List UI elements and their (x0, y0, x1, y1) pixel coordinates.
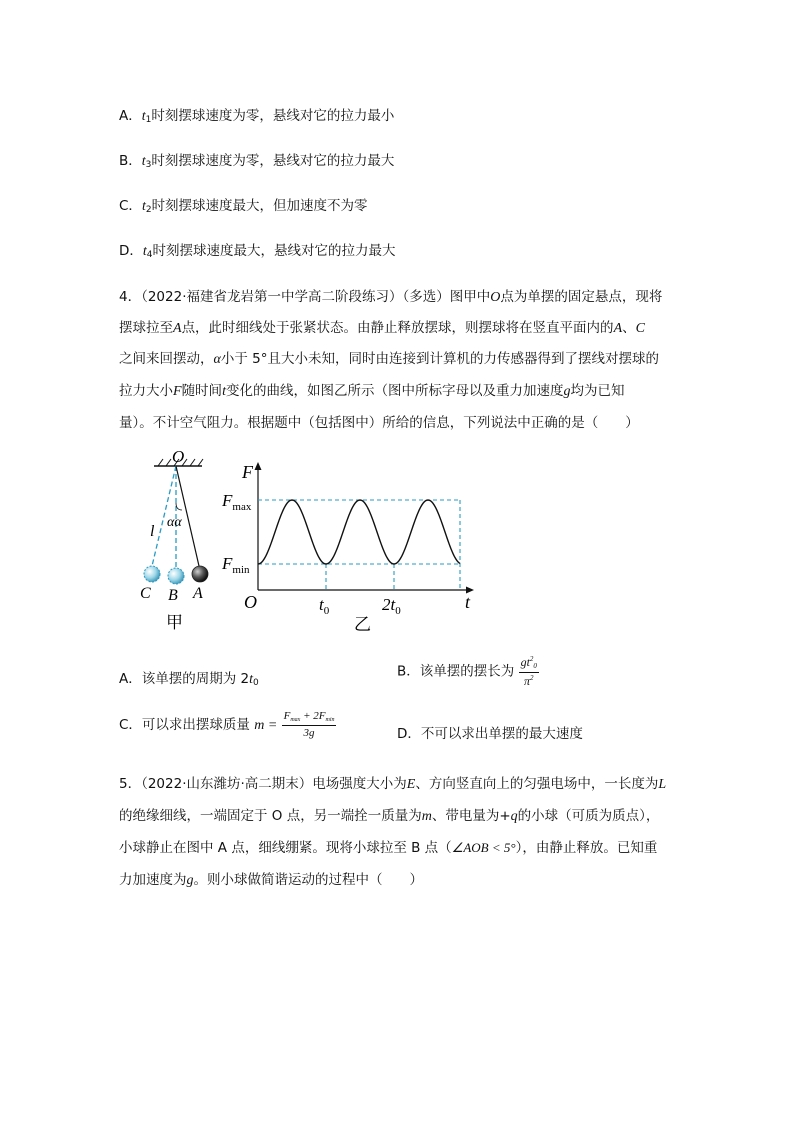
caption-yi: 乙 (354, 615, 371, 635)
graph-label-t0: $t_0$ (319, 595, 330, 617)
force-time-graph (221, 462, 474, 635)
y-axis-arrow (255, 462, 262, 470)
q4-figure (130, 448, 490, 638)
ball-b (168, 568, 184, 584)
q5-stem-line-3: 小球静止在图中 A 点，细线绷紧。现将小球拉至 B 点（∠AOB < 5°），由静止释放。已知重 (119, 840, 658, 856)
graph-label-origin: O (244, 592, 257, 612)
q5-stem-line-2: 的绝缘细线，一端固定于 O 点，另一端拴一质量为m、带电量为+q的小球（可质为质点）， (119, 808, 660, 824)
label-l: l (150, 523, 155, 540)
q4-stem-line-1: 4．（2022·福建省龙岩第一中学高二阶段练习）（多选）图甲中O点为单摆的固定悬点，现将 (119, 289, 663, 305)
q4-option-c: C．可以求出摆球质量 m = $\frac{F_{max} + 2F_{min}}{3g}$ (119, 710, 335, 739)
option-letter: C． (119, 198, 142, 214)
option-letter: D． (119, 243, 143, 259)
graph-label-t: t (465, 592, 471, 612)
label-o: O (172, 448, 185, 466)
pendulum-diagram (140, 448, 208, 633)
label-b: B (168, 587, 178, 604)
q4-stem-line-2: 摆球拉至A点，此时细线处于张紧状态。由静止释放摆球，则摆球将在竖直平面内的A、C (119, 320, 645, 336)
option-letter: B． (119, 153, 142, 169)
q4-option-b: B．该单摆的摆长为 $\frac{gt^2_0}{\pi^2}$ (397, 655, 537, 688)
q4-stem-line-4: 拉力大小F随时间t变化的曲线，如图乙所示（图中所标字母以及重力加速度g均为已知 (119, 383, 625, 399)
q4-stem-line-5: 量）。不计空气阻力。根据题中（包括图中）所给的信息，下列说法中正确的是（ ） (119, 415, 639, 431)
pendulum-length-fraction: $\frac{gt^2_0}{\pi^2}$ (520, 655, 537, 688)
graph-label-2t0: $2t_0$ (382, 595, 401, 617)
graph-label-fmin: $F_{min}$ (222, 554, 250, 576)
q3-option-b: B．$t_3$时刻摆球速度为零，悬线对它的拉力最大 (119, 153, 395, 170)
graph-label-fmax: $F_{max}$ (222, 491, 252, 513)
angle-arc (176, 503, 182, 510)
caption-jia: 甲 (166, 613, 183, 633)
option-letter: A． (119, 108, 142, 124)
q5-stem-line-4: 力加速度为g。则小球做简谐运动的过程中（ ） (119, 872, 423, 888)
label-a: A (193, 585, 203, 602)
ball-a (192, 566, 208, 582)
q5-stem-line-1: 5．（2022·山东潍坊·高二期末）电场强度大小为E、方向竖直向上的匀强电场中，一长度为L (119, 776, 667, 792)
label-alpha: αα (167, 515, 182, 530)
q4-option-a: A．该单摆的周期为 $2t_0$ (119, 671, 259, 688)
mass-fraction: $\frac{F_{max} + 2F_{min}}{3g}$ (283, 710, 335, 739)
q3-option-d: D．$t_4$时刻摆球速度最大，悬线对它的拉力最大 (119, 243, 396, 260)
q4-stem-line-3: 之间来回摆动，α小于 5°且大小未知，同时由连接到计算机的力传感器得到了摆线对摆球的 (119, 351, 659, 367)
ball-c (144, 566, 160, 582)
force-curve (258, 500, 460, 564)
q3-option-c: C．$t_2$时刻摆球速度最大，但加速度不为零 (119, 198, 368, 215)
graph-label-f: F (242, 462, 253, 482)
label-c: C (140, 585, 151, 602)
q4-option-d: D．不可以求出单摆的最大速度 (397, 726, 583, 742)
q3-option-a: A．$t_1$时刻摆球速度为零，悬线对它的拉力最小 (119, 108, 395, 125)
